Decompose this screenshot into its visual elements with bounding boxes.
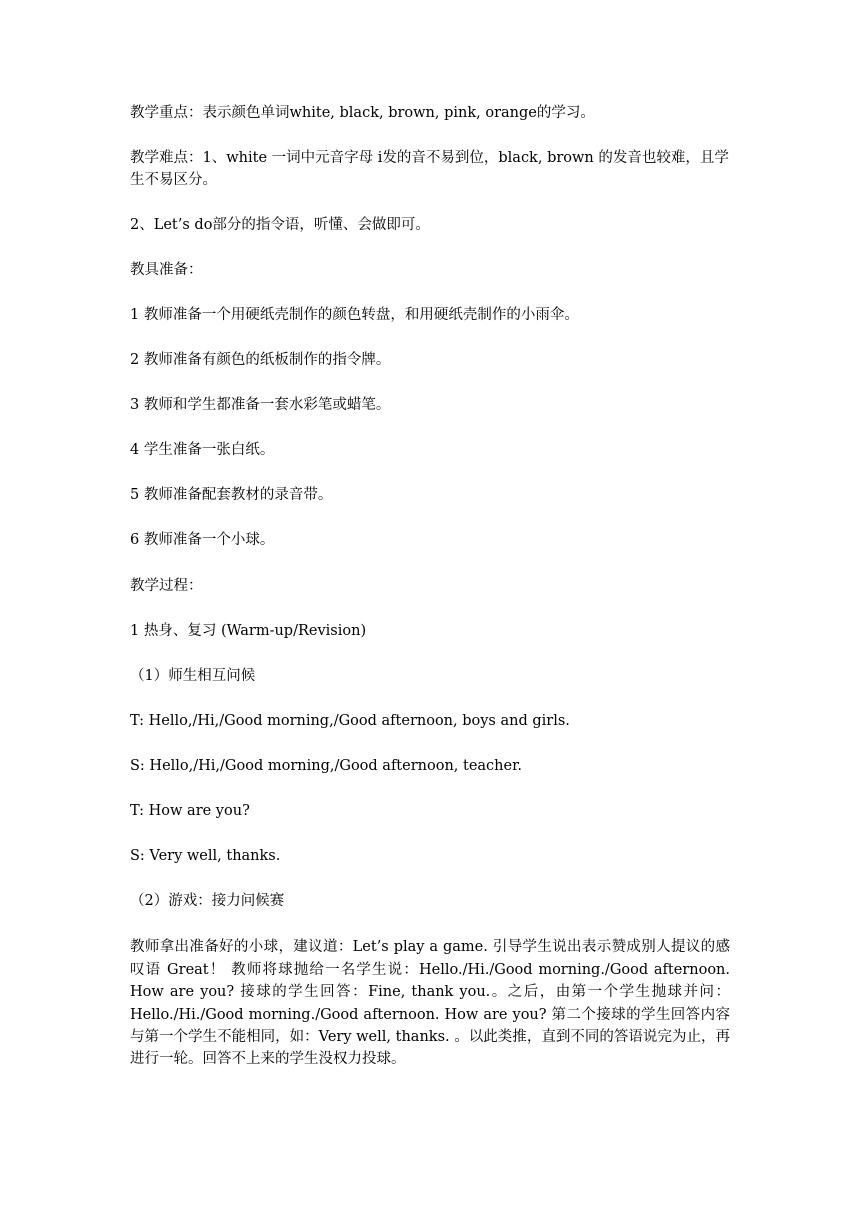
warmup-heading: 1 热身、复习 (Warm-up/Revision) — [130, 622, 367, 639]
dialogue-line-4: S: Very well, thanks. — [130, 848, 281, 865]
aid-item-2: 2 教师准备有颜色的纸板制作的指令牌。 — [130, 352, 391, 369]
difficulties-paragraph: 教学难点：1、white 一词中元音字母 i发的音不易到位，black, brown 的发音也较难，且学生不易区分。 — [130, 150, 729, 188]
teaching-aids-heading: 教具准备： — [130, 261, 203, 278]
game-subheading: （2）游戏：接力问候赛 — [130, 893, 285, 910]
document-body — [130, 103, 730, 1094]
game-description-paragraph: 教师拿出准备好的小球，建议道：Let’s play a game. 引导学生说出表示赞成别人提议的感叹语 Great！ 教师将球抛给一名学生说：Hello./Hi./Good morning./Good afternoon. How are you? 接球的学生回答：Fine, thank you.。之后，由第一个学生抛球并问：Hello./Hi./Good morning./Good afternoon. How are you? 第二个接球的学生回答内容与第一个学生不能相同，如：Very well, thanks. 。以此类推，直到不同的答语说完为止，再进行一轮。回答不上来的学生没权力投球。 — [130, 939, 730, 1068]
dialogue-line-1: T: Hello,/Hi,/Good morning,/Good afternoon, boys and girls. — [130, 712, 570, 729]
process-heading: 教学过程： — [130, 577, 203, 594]
aid-item-5: 5 教师准备配套教材的录音带。 — [130, 487, 333, 504]
dialogue-line-3: T: How are you? — [130, 803, 250, 819]
aid-item-1: 1 教师准备一个用硬纸壳制作的颜色转盘，和用硬纸壳制作的小雨伞。 — [130, 306, 579, 323]
greeting-subheading: （1）师生相互问候 — [130, 667, 256, 684]
key-points-paragraph: 教学重点：表示颜色单词white, black, brown, pink, orange的学习。 — [130, 105, 595, 121]
aid-item-4: 4 学生准备一张白纸。 — [130, 442, 275, 459]
dialogue-line-2: S: Hello,/Hi,/Good morning,/Good afternoon, teacher. — [130, 757, 523, 774]
aid-item-6: 6 教师准备一个小球。 — [130, 532, 275, 549]
aid-item-3: 3 教师和学生都准备一套水彩笔或蜡笔。 — [130, 397, 391, 414]
difficulty-2-paragraph: 2、Let’s do部分的指令语，听懂、会做即可。 — [130, 216, 430, 233]
